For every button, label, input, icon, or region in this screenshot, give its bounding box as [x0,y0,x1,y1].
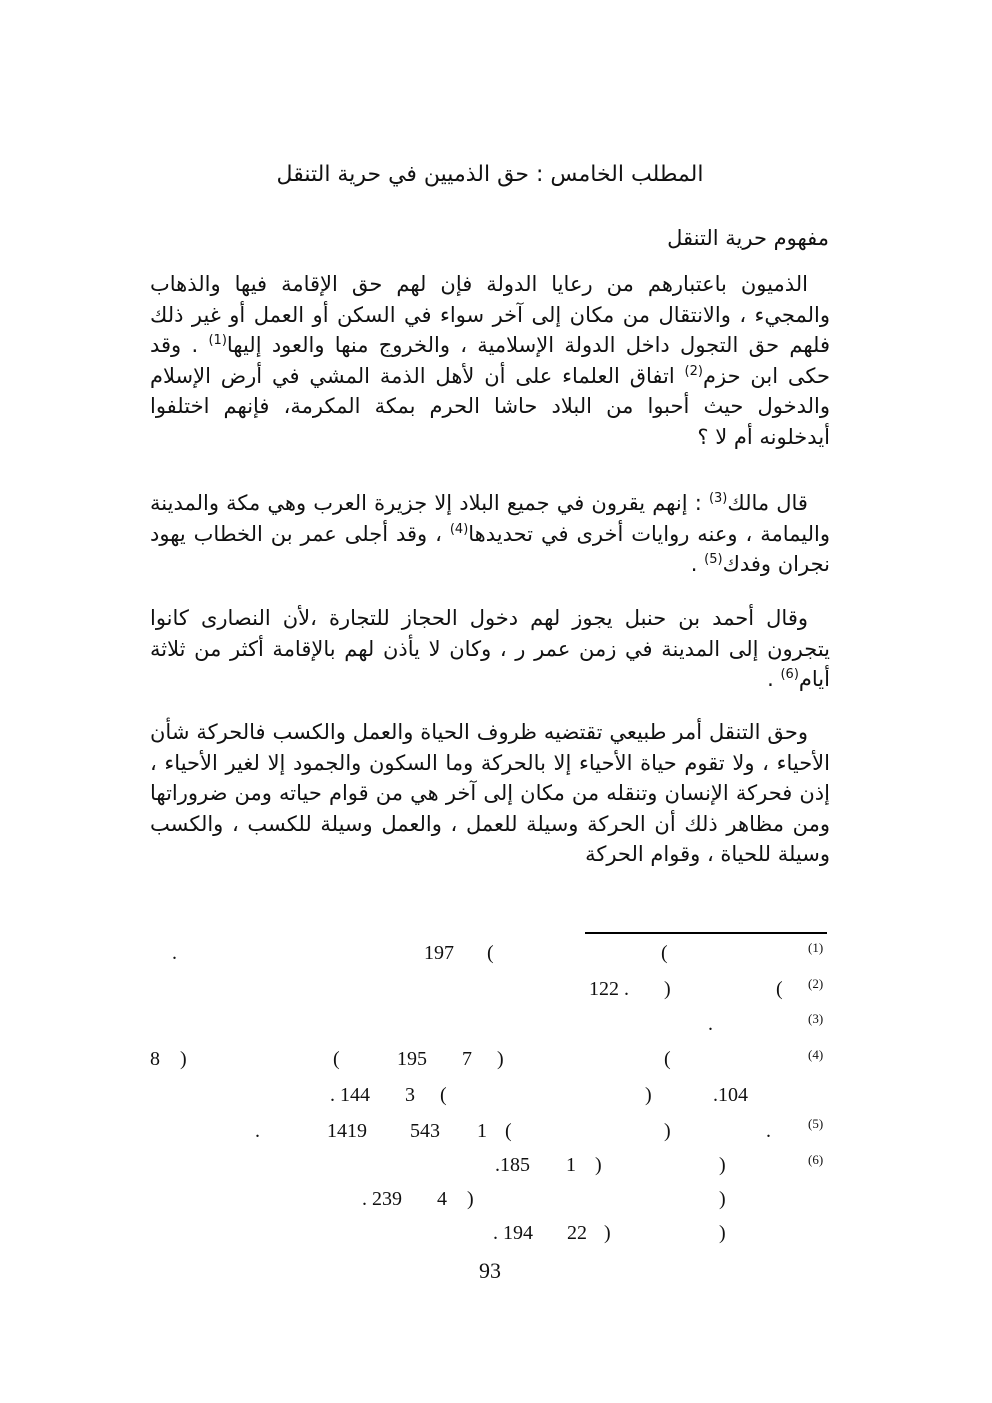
footnote-token: ) [604,1222,611,1244]
footnote-mark: (3) [808,1011,824,1026]
footnote-token: 1 [566,1154,576,1176]
footnote-token: 4 [437,1188,447,1210]
footnote-token: 1 [477,1120,487,1142]
footnote-separator [585,932,827,934]
footnote-token: 8 [150,1048,160,1070]
paragraph-2 [150,488,830,580]
paragraph-1 [150,269,830,452]
footnote-token: . [708,1013,713,1035]
page-number: 93 [479,1258,501,1283]
footnote-token: ) [719,1188,726,1210]
footnote-token: 543 [410,1120,440,1142]
footnote-token: ) [664,1120,671,1142]
paragraph-text: . [767,667,781,691]
footnote-token: . [172,942,177,964]
footnote-ref[interactable]: (4) [449,521,469,537]
footnote-token: ) [645,1084,652,1106]
footnote-token: . [255,1120,260,1142]
footnote-token: ( [487,942,494,964]
footnote-token: 3 [405,1084,415,1106]
subsection-heading: مفهوم حرية التنقل [667,226,829,250]
footnote-token: . 144 [330,1084,370,1106]
paragraph-text: . وقد حكى ابن حزم [150,333,830,388]
footnote-token: ( [776,978,783,1000]
footnote-mark: (5) [808,1116,824,1131]
footnote-token: ) [595,1154,602,1176]
footnote-token: 122 . [589,978,629,1000]
paragraph-text: . [690,552,705,576]
footnote-token: .185 [495,1154,530,1176]
footnote-mark: (2) [808,976,824,991]
footnote-token: ) [497,1048,504,1070]
paragraph-text: : إنهم يقرون في جميع البلاد إلا جزيرة العرب وهي مكة والمدينة واليمامة ، وعنه روايات أخرى في تحديدها [150,491,830,546]
footnote-token: ( [664,1048,671,1070]
section-title: المطلب الخامس : حق الذميين في حرية التنقل [276,162,704,187]
footnote-token: .104 [713,1084,748,1106]
footnote-token: 1419 [327,1120,367,1142]
footnote-token: ( [440,1084,447,1106]
paragraph-text: الذميون باعتبارهم من رعايا الدولة فإن لهم حق الإقامة فيها والذهاب والمجيء ، والانتقال من مكان إلى آخر سواء في السكن أو العمل أو غير ذلك فلهم حق التجول داخل الدولة الإسلامية ، والخروج منها والعود إليها [150,272,830,357]
footnote-ref[interactable]: (1) [208,333,227,348]
footnote-token: ( [505,1120,512,1142]
footnote-token: 197 [424,942,454,964]
footnote-ref[interactable]: (2) [684,363,703,379]
paragraph-text: وحق التنقل أمر طبيعي تقتضيه ظروف الحياة والعمل والكسب فالحركة شأن الأحياء ، ولا تقوم حياة الأحياء إلا بالحركة وما السكون والجمود إلا لغير الأحياء ، إذن فحركة الإنسان وتنقله من مكان إلى آخر هي من قوام حياته ومن ضروراتها ومن مظاهر ذلك أن الحركة وسيلة للعمل ، والعمل وسيلة للكسب ، والكسب وسيلة للحياة ، وقوام الحركة [150,720,830,866]
footnote-mark: (4) [808,1047,824,1062]
footnote-token: . [766,1120,771,1142]
footnote-token: 22 [567,1222,587,1244]
footnote-token: ) [719,1222,726,1244]
paragraph-text: اتفاق العلماء على أن لأهل الذمة المشي في أرض الإسلام والدخول حيث أحبوا من البلاد حاشا الحرم بمكة المكرمة، فإنهم اختلفوا أيدخلونه أم لا ؟ [150,363,830,449]
footnote-mark: (1) [808,940,824,955]
footnote-token: 195 [397,1048,427,1070]
footnote-token: 7 [462,1048,472,1070]
footnote-ref[interactable]: (5) [704,552,723,567]
footnote-mark: (6) [808,1152,824,1167]
footnote-token: ) [180,1048,187,1070]
paragraph-text: قال مالك [727,491,808,515]
paragraph-3 [150,603,830,695]
footnote-token: ) [719,1154,726,1176]
footnote-token: ( [661,942,668,964]
paragraph-text: وقال أحمد بن حنبل يجوز لهم دخول الحجاز للتجارة ،لأن النصارى كانوا يتجرون إلى المدينة في زمن عمر ر ، وكان لا يأذن لهم بالإقامة أكثر من ثلاثة أيام [150,606,830,691]
paragraph-text: ، وقد أجلى عمر بن الخطاب يهود نجران وفدك [150,521,830,576]
footnote-token: ) [664,978,671,1000]
footnote-token: ) [467,1188,474,1210]
paragraph-4 [150,717,830,870]
footnote-ref[interactable]: (3) [708,491,728,506]
footnote-token: . 239 [362,1188,402,1210]
footnote-token: ( [333,1048,340,1070]
footnote-token: . 194 [493,1222,533,1244]
footnote-ref[interactable]: (6) [780,667,799,682]
